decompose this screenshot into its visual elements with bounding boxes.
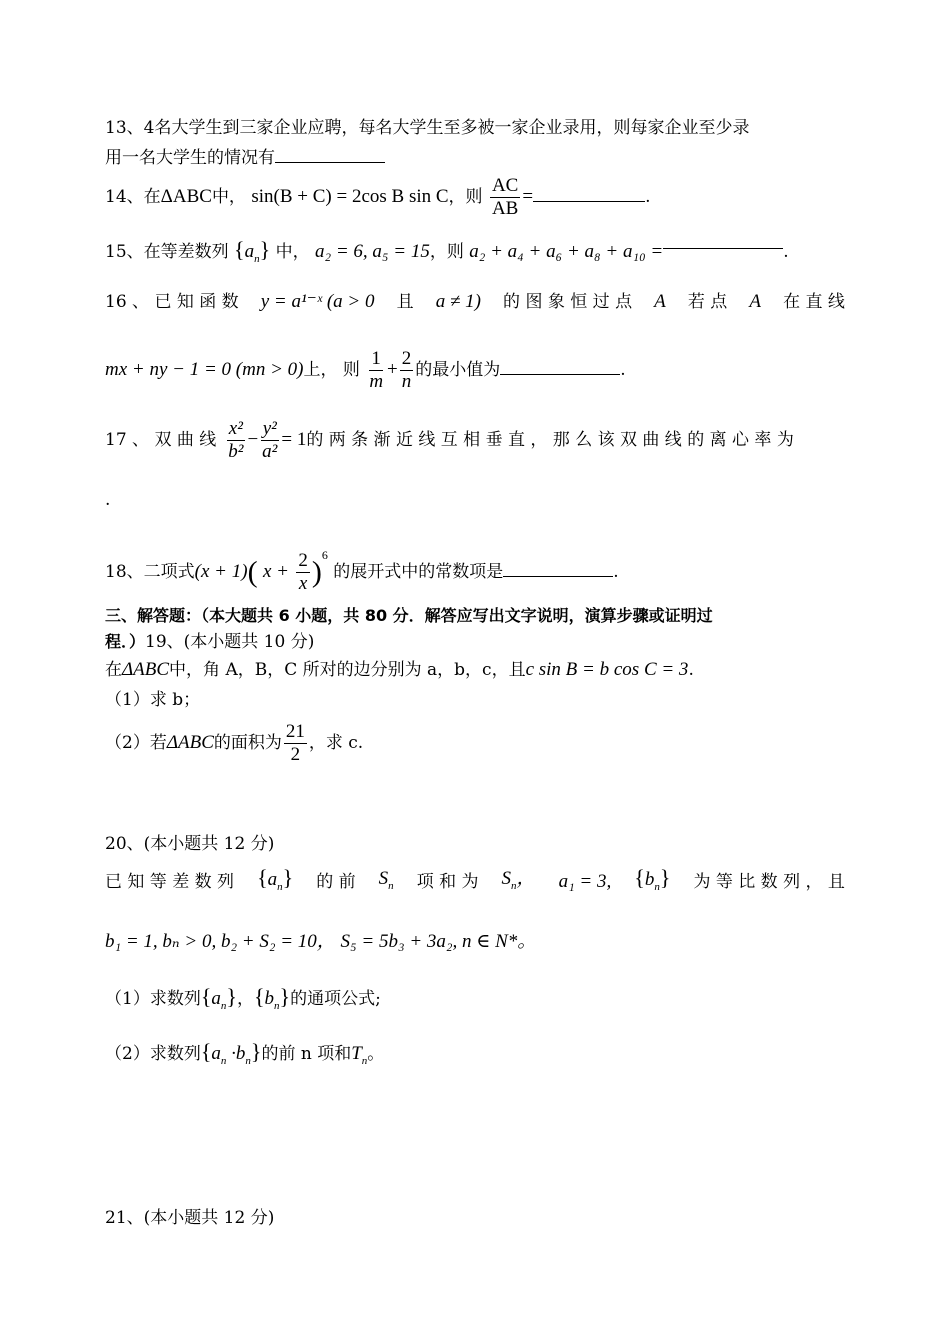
q15-answer-blank: [663, 248, 783, 249]
q20-part2: [105, 1040, 384, 1073]
q19-head: 19、(本小题共 10 分): [145, 632, 315, 652]
section3-title2-text: 程．）: [105, 632, 146, 651]
q16-frac2: [400, 348, 414, 393]
q20-sn: $S_n$: [378, 868, 394, 892]
q19-part2-text: 的面积为: [213, 733, 282, 753]
q14-answer-blank: [533, 183, 645, 202]
q20-part1-tail: 的通项公式;: [290, 989, 381, 1009]
q17-frac2: [260, 418, 279, 463]
q20-part1: [105, 985, 381, 1018]
q16-point-a: A: [654, 291, 666, 312]
q16-line1: [105, 290, 845, 314]
q20-a1: a₁ = 3,: [558, 871, 612, 893]
q20-head: 20、(本小题共 12 分): [105, 834, 275, 854]
section3-title2: [105, 630, 314, 654]
q20-line2: [105, 930, 536, 954]
q15-then: ，则: [429, 242, 464, 262]
q19-triangle: ΔABC: [122, 659, 170, 680]
q19-frac-den: 2: [290, 744, 301, 765]
q18-text: 的展开式中的常数项是: [333, 562, 504, 582]
q20-text-a: 已 知 等 差 数 列: [105, 872, 235, 893]
q17-frac2-num: y²: [262, 417, 277, 439]
q17-frac1: [226, 418, 245, 463]
q20-text-d: 为 等 比 数 列 ， 且: [693, 872, 845, 893]
q19-part2-tail: ，求 c.: [308, 733, 364, 753]
q16-and: 且: [396, 292, 414, 312]
q17-text: 的 两 条 渐 近 线 互 相 垂 直 ， 那 么 该 双 曲 线 的 离 心 率 为: [306, 430, 794, 450]
q19-part2: [105, 718, 363, 768]
q16-line2: mx + ny − 1 = 0 (mn > 0)上， 则 $\frac{1}{m}$ + $\frac{2}{n}$ 的最小值为 .: [105, 348, 626, 392]
q20-line1: [105, 866, 845, 899]
q20-part2-tail: 。: [367, 1044, 385, 1064]
q17-prefix: 17 、 双 曲 线: [105, 430, 217, 450]
q16-frac2-num: 2: [401, 348, 412, 369]
q17-eq: = 1: [281, 429, 307, 450]
q17: [105, 410, 845, 470]
q20-sn2: $S_n$，: [501, 868, 536, 892]
q18-exponent: 6: [321, 548, 328, 562]
q15-sum: a₂ + a₄ + a₆ + a₈ + a₁₀ =: [469, 241, 664, 262]
q20-part2-text: 的前 n 项和: [261, 1044, 352, 1064]
q20-text-c: 项 和 为: [416, 872, 479, 893]
q14-prefix: 14、在: [105, 187, 161, 207]
q19-frac-num: 21: [285, 721, 305, 742]
q14-equals: =: [522, 186, 534, 207]
q20-seq-a: $\{a_n\}$: [257, 865, 294, 893]
q20-seq-b: $\{b_n\}$: [634, 865, 671, 893]
q20-part2-seq: $\{a_n \cdot b_n\}$: [200, 1039, 262, 1067]
q17-frac1-den: b²: [228, 440, 244, 462]
q14-then: ，则: [448, 187, 483, 207]
q13-line1: 13、4名大学生到三家企业应聘，每名大学生至多被一家企业录用，则每家企业至少录: [105, 118, 750, 138]
q18-expr-left: (x + 1): [194, 561, 248, 582]
q20-part1-seq-a: $\{a_n\}$: [200, 984, 237, 1012]
q19-part2-prefix: （2）若: [105, 733, 167, 753]
q17-frac1-num: x²: [228, 417, 243, 439]
q15-seq: $\{a_n\}$: [234, 237, 271, 265]
q20-part1-mid: ，: [236, 989, 254, 1009]
q14-equation: sin(B + C) = 2cos B sin C: [251, 186, 449, 207]
q16-text: 的 图 象 恒 过 点: [503, 292, 633, 312]
q14-fraction: [490, 175, 520, 220]
q16-tail: 的最小值为: [415, 360, 501, 380]
q15-prefix: 15、在等差数列: [105, 242, 229, 262]
q17-minus: −: [247, 429, 259, 450]
q16-frac1: [367, 348, 385, 393]
q16-frac1-den: m: [369, 371, 384, 392]
q17-dot: .: [105, 490, 111, 510]
q19-part2-triangle: ΔABC: [166, 732, 214, 753]
q20-conditions: b₁ = 1, bₙ > 0, b₂ + S₂ = 10， S₅ = 5b₃ + 3a₂, n ∈ N*。: [105, 931, 537, 952]
q16-then: 则: [342, 360, 360, 380]
q19-line1: 在ΔABC中，角 A，B，C 所对的边分别为 a，b，c，且c sin B = b cos C = 3.: [105, 659, 694, 680]
q16-answer-blank: [500, 356, 620, 375]
q16-text3: 在 直 线: [783, 292, 845, 312]
q18: 18、二项式(x + 1)( x + $\frac{2}{x}$ )$^6$ 的展开式中的常数项是 .: [105, 548, 619, 594]
q20-part1-seq-b: $\{b_n\}$: [253, 984, 291, 1012]
q21-head: 21、(本小题共 12 分): [105, 1208, 275, 1228]
q15-mid: 中，: [275, 242, 310, 262]
q18-frac-den: x: [298, 573, 308, 594]
q16-point-a2: A: [749, 291, 761, 312]
q14-frac-den: AB: [491, 198, 519, 219]
q16-line-eq: mx + ny − 1 = 0 (mn > 0): [105, 359, 304, 380]
section3-title: 三、解答题：（本大题共 6 小题，共 80 分．解答应写出文字说明，演算步骤或证明过: [105, 606, 713, 625]
q18-expr-inner: x +: [262, 561, 289, 582]
q19-part1: （1）求 b；: [105, 690, 201, 710]
q18-frac: [296, 550, 310, 595]
q20-text-b: 的 前: [316, 872, 356, 893]
q16-prefix: 16 、 已 知 函 数: [105, 292, 239, 312]
q19-equation: c sin B = b cos C = 3: [525, 659, 689, 680]
q16-plus: +: [387, 359, 398, 380]
q13-text: 用一名大学生的情况有: [105, 148, 275, 168]
q18-frac-num: 2: [298, 550, 308, 571]
q17-frac2-den: a²: [262, 440, 278, 462]
q16-frac1-num: 1: [371, 348, 381, 369]
q13-answer-blank: [275, 144, 385, 163]
q20-part1-prefix: （1）求数列: [105, 989, 201, 1009]
q16-text2: 若 点: [687, 292, 728, 312]
q19-text: 中，角 A，B，C 所对的边分别为 a，b，c，且: [169, 660, 526, 680]
q13-line2: [105, 144, 385, 170]
q16-on: 上，: [303, 360, 338, 380]
q19-area-frac: [284, 721, 307, 766]
q20-tn: $T_n$: [351, 1043, 368, 1067]
q16-condition: a ≠ 1): [435, 291, 481, 312]
q15: 15、在等差数列 $\{a_n\}$ 中， a₂ = 6, a₅ = 15，则 a₂ + a₄ + a₆ + a₈ + a₁₀ = .: [105, 237, 789, 265]
q19-prefix: 在: [105, 660, 122, 680]
q20-part2-prefix: （2）求数列: [105, 1044, 201, 1064]
q14-frac-num: AC: [491, 175, 519, 196]
q16-frac2-den: n: [401, 371, 412, 392]
q18-prefix: 18、二项式: [105, 562, 195, 582]
q14-mid: 中，: [211, 187, 246, 207]
q14-triangle: ΔABC: [160, 186, 212, 207]
q16-function: y = a¹⁻ˣ (a > 0: [260, 291, 375, 312]
q15-condition: a₂ = 6, a₅ = 15: [314, 241, 430, 262]
q18-answer-blank: [503, 558, 613, 577]
q14: 14、在ΔABC中， sin(B + C) = 2cos B sin C，则 $\frac{AC}{AB}$ = .: [105, 175, 651, 219]
